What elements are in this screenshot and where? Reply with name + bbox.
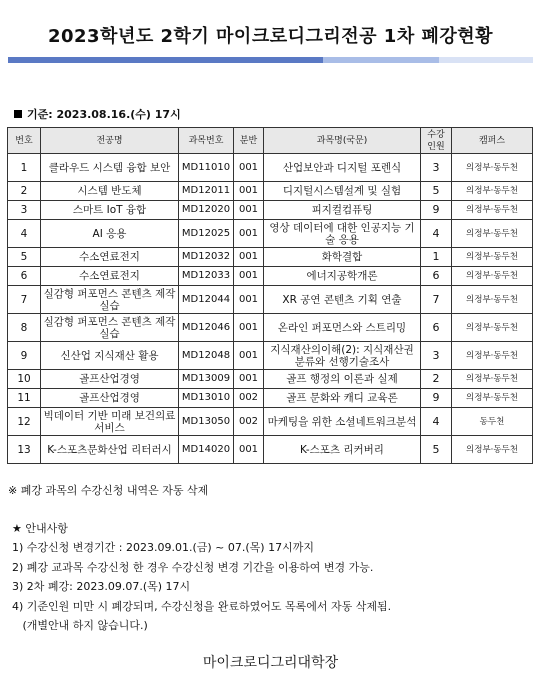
table-row <box>8 370 533 389</box>
cell-count: 4 <box>421 408 452 436</box>
cell-count: 6 <box>421 314 452 342</box>
header-campus: 캠퍼스 <box>452 128 533 154</box>
title-underline-bar <box>8 57 533 63</box>
table-row <box>8 220 533 248</box>
cell-course: 지식재산의이해(2): 지식재산권 분류와 선행기술조사 <box>264 342 421 370</box>
table-header-row <box>8 128 533 154</box>
cell-count: 3 <box>421 342 452 370</box>
cell-campus: 의정부·동두천 <box>452 154 533 182</box>
table-row <box>8 182 533 201</box>
cell-no: 7 <box>8 286 41 314</box>
table-row <box>8 267 533 286</box>
cell-major: 골프산업경영 <box>41 370 179 389</box>
cell-count: 1 <box>421 248 452 267</box>
cell-campus: 의정부·동두천 <box>452 182 533 201</box>
cell-course: 디지털시스템설계 및 실험 <box>264 182 421 201</box>
cell-count: 5 <box>421 182 452 201</box>
cell-count: 3 <box>421 154 452 182</box>
cell-section: 001 <box>234 286 264 314</box>
cell-course: 골프 문화와 캐디 교육론 <box>264 389 421 408</box>
cell-campus: 의정부·동두천 <box>452 370 533 389</box>
cell-major: 골프산업경영 <box>41 389 179 408</box>
cell-section: 001 <box>234 370 264 389</box>
cell-code: MD12011 <box>179 182 234 201</box>
cell-course: 마케팅을 위한 소셜네트워크분석 <box>264 408 421 436</box>
table-row <box>8 408 533 436</box>
cell-major: 클라우드 시스템 융합 보안 <box>41 154 179 182</box>
cell-section: 001 <box>234 267 264 286</box>
cell-code: MD12044 <box>179 286 234 314</box>
cell-count: 6 <box>421 267 452 286</box>
cell-count: 4 <box>421 220 452 248</box>
cell-no: 6 <box>8 267 41 286</box>
cell-no: 2 <box>8 182 41 201</box>
cell-course: 산업보안과 디지털 포렌식 <box>264 154 421 182</box>
cell-code: MD13050 <box>179 408 234 436</box>
cell-campus: 의정부·동두천 <box>452 342 533 370</box>
header-section: 분반 <box>234 128 264 154</box>
cell-major: 실감형 퍼포먼스 콘텐츠 제작 실습 <box>41 286 179 314</box>
cell-campus: 의정부·동두천 <box>452 248 533 267</box>
guide-item: (개별안내 하지 않습니다.) <box>12 619 148 633</box>
cell-no: 13 <box>8 436 41 464</box>
cell-major: 수소연료전지 <box>41 248 179 267</box>
table-row <box>8 389 533 408</box>
cell-major: 수소연료전지 <box>41 267 179 286</box>
table-row <box>8 314 533 342</box>
cell-count: 7 <box>421 286 452 314</box>
cell-count: 9 <box>421 201 452 220</box>
cell-code: MD13010 <box>179 389 234 408</box>
footer-signature: 마이크로디그리대학장 <box>202 655 339 671</box>
cell-section: 001 <box>234 201 264 220</box>
cell-campus: 의정부·동두천 <box>452 286 533 314</box>
guide-item: 3) 2차 폐강: 2023.09.07.(목) 17시 <box>12 580 191 594</box>
guide-item: 4) 기준인원 미만 시 폐강되며, 수강신청을 완료하였어도 목록에서 자동 삭제됨. <box>12 599 392 613</box>
cell-course: 온라인 퍼포먼스와 스트리밍 <box>264 314 421 342</box>
cell-section: 002 <box>234 389 264 408</box>
cell-campus: 동두천 <box>452 408 533 436</box>
cell-code: MD12032 <box>179 248 234 267</box>
guide-item: 2) 폐강 교과목 수강신청 한 경우 수강신청 변경 기간을 이용하여 변경 가능. <box>12 560 374 574</box>
header-count: 수강 인원 <box>421 128 452 154</box>
cell-no: 1 <box>8 154 41 182</box>
cell-course: XR 공연 콘텐츠 기획 연출 <box>264 286 421 314</box>
cell-major: 실감형 퍼포먼스 콘텐츠 제작 실습 <box>41 314 179 342</box>
underline-segment-dark <box>8 57 323 63</box>
table-row <box>8 342 533 370</box>
cell-course: 피지컬컴퓨팅 <box>264 201 421 220</box>
header-code: 과목번호 <box>179 128 234 154</box>
cell-campus: 의정부·동두천 <box>452 389 533 408</box>
cell-course: 화학결합 <box>264 248 421 267</box>
cell-code: MD11010 <box>179 154 234 182</box>
cell-major: K-스포츠문화산업 리터러시 <box>41 436 179 464</box>
cell-campus: 의정부·동두천 <box>452 201 533 220</box>
cell-course: K-스포츠 리커버리 <box>264 436 421 464</box>
cell-campus: 의정부·동두천 <box>452 314 533 342</box>
header-major: 전공명 <box>41 128 179 154</box>
underline-segment-mid <box>323 57 439 63</box>
cell-section: 002 <box>234 408 264 436</box>
cell-section: 001 <box>234 154 264 182</box>
cell-major: AI 응용 <box>41 220 179 248</box>
cell-code: MD12025 <box>179 220 234 248</box>
table-row <box>8 248 533 267</box>
cancellation-table <box>7 127 533 464</box>
cell-section: 001 <box>234 220 264 248</box>
cell-code: MD12020 <box>179 201 234 220</box>
table-body <box>8 154 533 464</box>
cell-no: 10 <box>8 370 41 389</box>
cell-course: 에너지공학개론 <box>264 267 421 286</box>
cell-no: 4 <box>8 220 41 248</box>
cell-course: 골프 행정의 이론과 실제 <box>264 370 421 389</box>
cell-no: 11 <box>8 389 41 408</box>
cell-section: 001 <box>234 342 264 370</box>
cell-no: 3 <box>8 201 41 220</box>
cell-major: 스마트 IoT 융합 <box>41 201 179 220</box>
guide-heading: ★ 안내사항 <box>12 522 68 535</box>
cell-major: 신산업 지식재산 활용 <box>41 342 179 370</box>
header-course: 과목명(국문) <box>264 128 421 154</box>
cell-code: MD13009 <box>179 370 234 389</box>
page-title: 2023학년도 2학기 마이크로디그리전공 1차 폐강현황 <box>47 26 494 47</box>
cell-no: 9 <box>8 342 41 370</box>
cell-major: 빅데이터 기반 미래 보건의료 서비스 <box>41 408 179 436</box>
basis-text: 기준: 2023.08.16.(수) 17시 <box>27 108 181 121</box>
deletion-note: ※ 폐강 과목의 수강신청 내역은 자동 삭제 <box>8 484 209 497</box>
cell-campus: 의정부·동두천 <box>452 220 533 248</box>
cell-campus: 의정부·동두천 <box>452 267 533 286</box>
cell-section: 001 <box>234 182 264 201</box>
table-row <box>8 154 533 182</box>
cell-code: MD12048 <box>179 342 234 370</box>
header-no: 번호 <box>8 128 41 154</box>
cell-code: MD14020 <box>179 436 234 464</box>
guide-item: 1) 수강신청 변경기간 : 2023.09.01.(금) ~ 07.(목) 17시까지 <box>12 541 314 555</box>
cell-count: 2 <box>421 370 452 389</box>
basis-date <box>14 106 181 122</box>
cell-section: 001 <box>234 436 264 464</box>
cell-count: 5 <box>421 436 452 464</box>
cell-no: 8 <box>8 314 41 342</box>
cell-course: 영상 데이터에 대한 인공지능 기술 응용 <box>264 220 421 248</box>
cell-no: 12 <box>8 408 41 436</box>
cell-section: 001 <box>234 248 264 267</box>
table-row <box>8 436 533 464</box>
cell-major: 시스템 반도체 <box>41 182 179 201</box>
cell-campus: 의정부·동두천 <box>452 436 533 464</box>
table-row <box>8 286 533 314</box>
cell-no: 5 <box>8 248 41 267</box>
cell-count: 9 <box>421 389 452 408</box>
cell-section: 001 <box>234 314 264 342</box>
cell-code: MD12046 <box>179 314 234 342</box>
guide-section <box>12 519 391 635</box>
underline-segment-light <box>439 57 534 63</box>
table-row <box>8 201 533 220</box>
cell-code: MD12033 <box>179 267 234 286</box>
square-bullet-icon <box>14 110 22 118</box>
